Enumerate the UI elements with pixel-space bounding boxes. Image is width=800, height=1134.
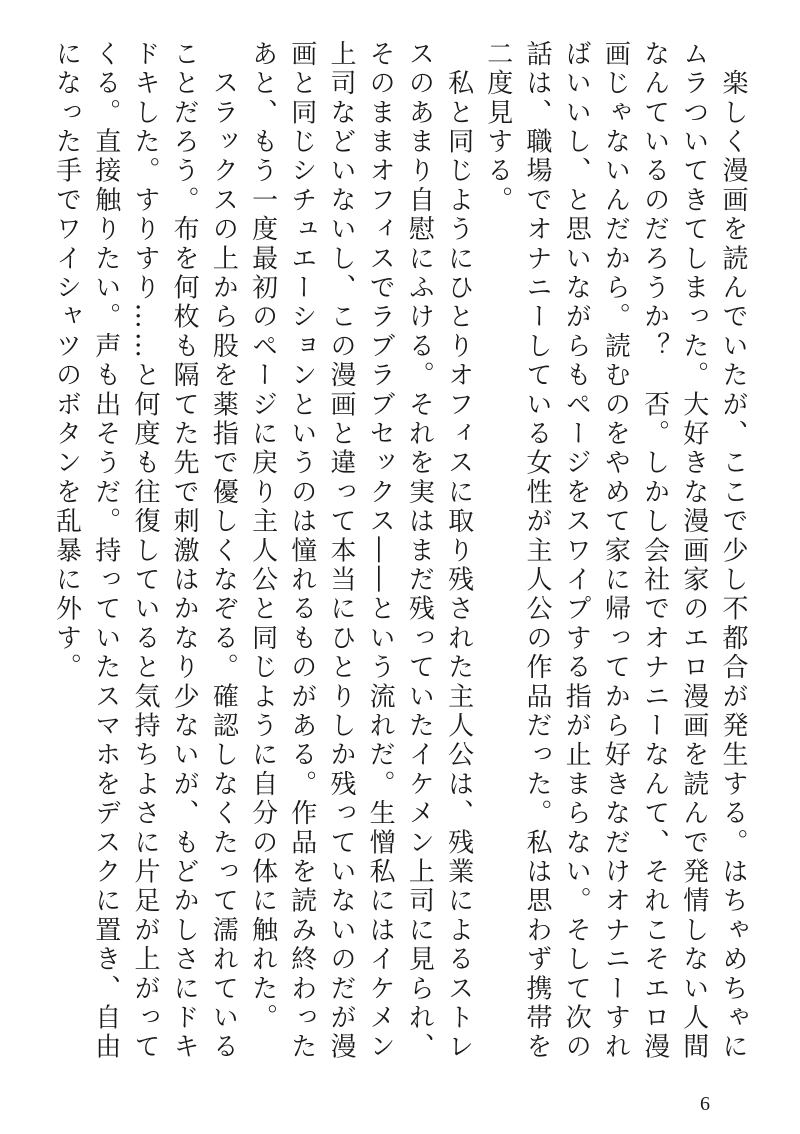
paragraph-2: 私と同じようにひとりオフィスに取り残された主人公は、残業によるストレスのあまり自慰にふける。それを実はまだ残っていたイケメン上司に見られ、そのままオフィスでラブラブセックス――という流れだ。生憎私にはイケメン上司などいないし、この漫画と違って本当にひとりしか残っていないのだが漫画と同じシチュエーションというのは憧れるものがある。作品を読み終わったあと、もう一度最初のページに戻り主人公と同じように自分の体に触れた。 (247, 40, 474, 1062)
body-text (32, 40, 752, 1070)
page-number: 6 (700, 1093, 710, 1115)
paragraph-1: 楽しく漫画を読んでいたが、ここで少し不都合が発生する。はちゃめちゃにムラついてきてしまった。大好きな漫画家のエロ漫画を読んで発情しない人間なんているのだろうか？ 否。しかし会社でオナニーなんて、それこそエロ漫画じゃないんだから。読むのをやめて家に帰ってから好きなだけオナニーすればいいし、と思いながらもページをスワイプする指が止まらない。そして次の話は、職場でオナニーしている女性が主人公の作品だった。私は思わず携帯を二度見する。 (482, 40, 748, 1063)
paragraph-3: スラックスの上から股を薬指で優しくなぞる。確認しなくたって濡れていることだろう。布を何枚も隔てた先で刺激はかなり少ないが、もどかしさにドキドキした。すりすり……と何度も往復していると気持ちよさに片足が上がってくる。直接触りたい。声も出そうだ。持っていたスマホをデスクに置き、自由になった手でワイシャツのボタンを乱暴に外す。 (51, 40, 239, 1062)
